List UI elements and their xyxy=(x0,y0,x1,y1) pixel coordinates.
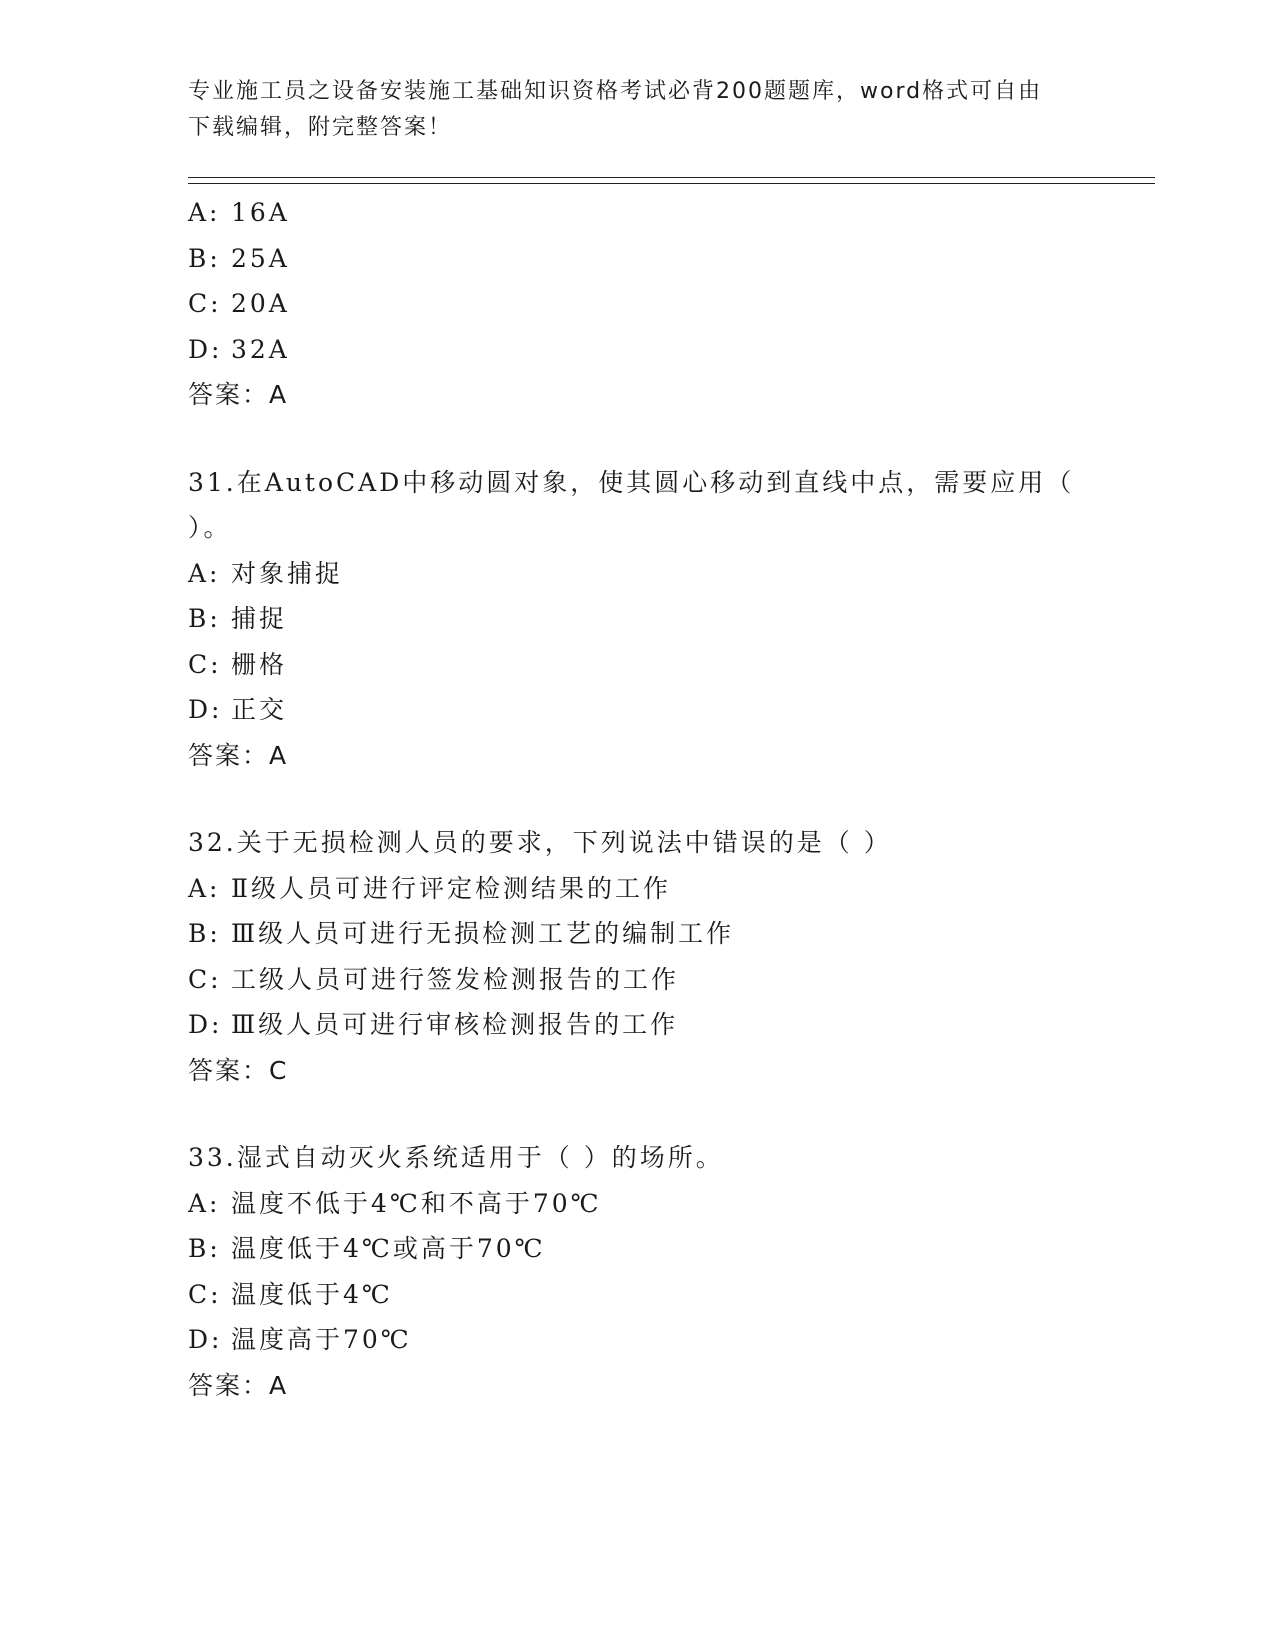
option-text: 温度高于70℃ xyxy=(231,1325,412,1354)
option-b xyxy=(188,236,1088,282)
option-text: 25A xyxy=(231,243,290,273)
option-letter: A: xyxy=(188,558,221,588)
option-letter: B: xyxy=(188,1234,221,1263)
spacer xyxy=(188,778,1088,820)
option-text: 捕捉 xyxy=(231,604,288,633)
question-31 xyxy=(188,460,1088,779)
option-b xyxy=(188,911,1088,957)
question-stem: 33.湿式自动灭火系统适用于（ ）的场所。 xyxy=(188,1143,724,1172)
spacer xyxy=(188,1093,1088,1135)
answer-line: 答案：A xyxy=(188,740,289,770)
option-letter: A: xyxy=(188,873,221,903)
option-letter: A: xyxy=(188,198,221,227)
option-d xyxy=(188,1317,1088,1363)
option-text: 温度低于4℃ xyxy=(231,1279,393,1309)
option-text: 温度不低于4℃和不高于70℃ xyxy=(231,1188,602,1218)
option-c xyxy=(188,281,1088,327)
option-text: 16A xyxy=(231,198,290,227)
option-c xyxy=(188,957,1088,1003)
option-text: Ⅲ级人员可进行无损检测工艺的编制工作 xyxy=(231,919,735,948)
header-divider-top xyxy=(188,177,1155,178)
document-header xyxy=(188,74,1088,146)
option-letter: D: xyxy=(188,334,223,364)
option-c xyxy=(188,642,1088,688)
option-letter: C: xyxy=(188,649,222,679)
option-letter: D: xyxy=(188,1010,223,1039)
spacer xyxy=(188,418,1088,460)
option-a xyxy=(188,190,1088,236)
option-text: Ⅱ级人员可进行评定检测结果的工作 xyxy=(231,873,671,903)
answer-line: 答案：A xyxy=(188,380,289,409)
question-32 xyxy=(188,820,1088,1093)
option-letter: C: xyxy=(188,964,222,994)
option-text: 20A xyxy=(231,289,290,318)
answer-line: 答案：C xyxy=(188,1055,289,1085)
option-letter: D: xyxy=(188,695,223,724)
option-text: 工级人员可进行签发检测报告的工作 xyxy=(231,964,680,994)
option-d xyxy=(188,1002,1088,1048)
option-c xyxy=(188,1272,1088,1318)
option-b xyxy=(188,596,1088,642)
option-a xyxy=(188,551,1088,597)
option-d xyxy=(188,327,1088,373)
question-list xyxy=(188,190,1088,1408)
option-letter: B: xyxy=(188,243,221,273)
question-33 xyxy=(188,1135,1088,1408)
option-letter: A: xyxy=(188,1188,221,1218)
header-title-line-2: 下载编辑，附完整答案！ xyxy=(188,115,453,140)
option-text: 温度低于4℃或高于70℃ xyxy=(231,1234,546,1263)
option-letter: C: xyxy=(188,1279,222,1309)
header-title-line-1: 专业施工员之设备安装施工基础知识资格考试必背200题题库，word格式可自由 xyxy=(188,79,1043,104)
option-letter: C: xyxy=(188,289,222,318)
question-30 xyxy=(188,190,1088,418)
option-d xyxy=(188,687,1088,733)
option-text: 32A xyxy=(231,334,290,364)
option-text: 正交 xyxy=(231,695,288,724)
option-b xyxy=(188,1226,1088,1272)
option-letter: D: xyxy=(188,1325,223,1354)
option-text: 对象捕捉 xyxy=(231,558,344,588)
question-stem: 31.在AutoCAD中移动圆对象，使其圆心移动到直线中点，需要应用（ xyxy=(188,467,1075,497)
question-stem: 32.关于无损检测人员的要求，下列说法中错误的是（ ） xyxy=(188,828,892,857)
option-a xyxy=(188,866,1088,912)
option-a xyxy=(188,1181,1088,1227)
option-text: 栅格 xyxy=(231,649,288,679)
question-stem-continued: ）。 xyxy=(188,513,232,542)
header-divider-bottom xyxy=(188,183,1155,184)
answer-line: 答案：A xyxy=(188,1370,289,1400)
option-text: Ⅲ级人员可进行审核检测报告的工作 xyxy=(231,1010,679,1039)
option-letter: B: xyxy=(188,604,221,633)
option-letter: B: xyxy=(188,919,221,948)
